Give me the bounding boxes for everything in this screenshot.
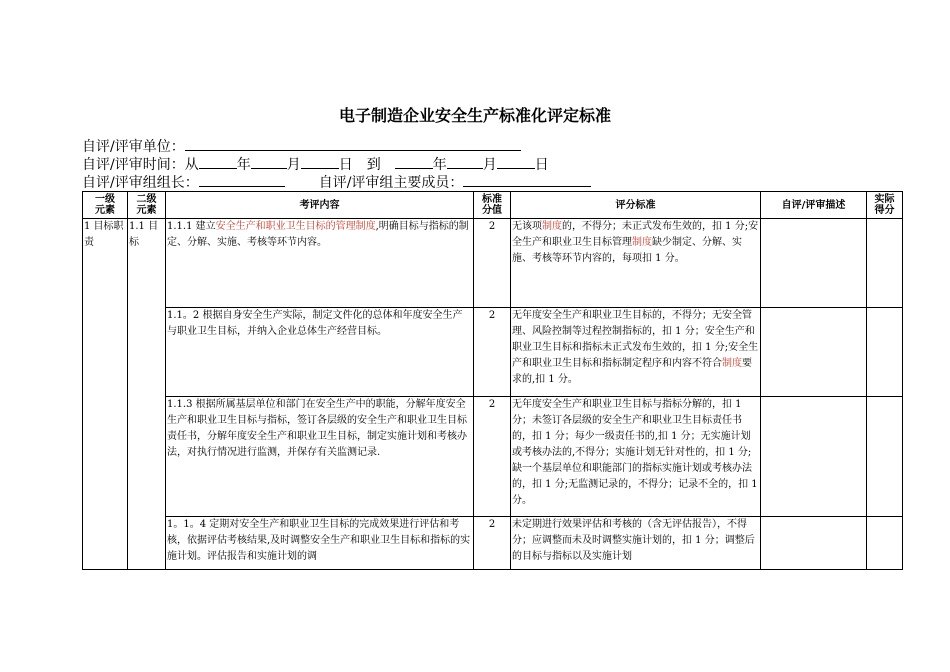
form-team-line [82,173,591,191]
standards-table [82,191,903,570]
header-actual: 实际 得分 [867,192,903,219]
header-criteria: 评分标准 [511,192,761,219]
year-label-2: 年 [432,157,447,173]
content-cell: 1.1.1 建立安全生产和职业卫生目标的管理制度,明确目标与指标的制定、分解、实施、考核等环节内容。 [166,219,474,308]
score-cell: 2 [474,517,511,570]
table-row [83,219,903,308]
level1-cell: 1 目标职责 [83,219,128,570]
header-score: 标准 分值 [474,192,511,219]
actual-score-cell[interactable] [867,308,903,397]
members-blank[interactable] [463,173,591,187]
criteria-cell: 未定期进行效果评估和考核的（含无评估报告），不得分；应调整而未及时调整实施计划的，扣 1 分；调整后的目标与指标以及实施计划 [511,517,761,570]
desc-cell[interactable] [761,219,867,308]
criteria-cell: 无年度安全生产和职业卫生目标的，不得分；无安全管理、风险控制等过程控制指标的，扣 1 分；安全生产和职业卫生目标和指标未正式发布生效的，扣 1 分;安全生产和职业卫生目标和指标制定程序和内容不符合制度要求的,扣 1 分。 [511,308,761,397]
year-label: 年 [236,157,251,173]
content-cell: 1。1。4 定期对安全生产和职业卫生目标的完成效果进行评估和考核，依据评估考核结果,及时调整安全生产和职业卫生目标和指标的实施计划。评估报告和实施计划的调 [166,517,474,570]
header-desc: 自评/评审描述 [761,192,867,219]
header-content: 考评内容 [166,192,474,219]
content-cell: 1.1。2 根据自身安全生产实际，制定文件化的总体和年度安全生产与职业卫生目标，并纳入企业总体生产经营目标。 [166,308,474,397]
unit-label: 自评/评审单位： [82,139,185,155]
time-label: 自评/评审时间：从 [82,157,199,173]
actual-score-cell[interactable] [867,219,903,308]
start-day-blank[interactable] [301,155,339,169]
day-label: 日 [338,157,353,173]
actual-score-cell[interactable] [867,517,903,570]
end-day-blank[interactable] [497,155,535,169]
header-level1: 一级 元素 [83,192,128,219]
content-highlight: 安全生产和职业卫生目标的管理制度 [215,221,376,232]
day-label-2: 日 [534,157,549,173]
month-label-2: 月 [482,157,497,173]
end-year-blank[interactable] [395,155,433,169]
start-month-blank[interactable] [251,155,287,169]
table-header-row [83,192,903,219]
content-cell: 1.1.3 根据所属基层单位和部门在安全生产中的职能，分解年度安全生产和职业卫生目标与指标，签订各层级的安全生产和职业卫生目标责任书，分解年度安全生产和职业卫生目标，制定实施计划和考核办法，对执行情况进行监测，并保存有关监测记录. [166,397,474,517]
criteria-cell: 无年度安全生产和职业卫生目标与指标分解的，扣 1 分；未签订各层级的安全生产和职业卫生目标责任书的，扣 1 分；每少一级责任书的,扣 1 分；无实施计划或考核办法的,不得分；实施计划无针对性的，扣 1 分;缺一个基层单位和职能部门的指标实施计划或考核办法的，扣 1 分;无监测记录的，不得分；记录不全的，扣 1 分。 [511,397,761,517]
actual-score-cell[interactable] [867,397,903,517]
end-month-blank[interactable] [447,155,483,169]
page-title: 电子制造企业安全生产标准化评定标准 [338,106,611,125]
desc-cell[interactable] [761,397,867,517]
to-label: 到 [366,157,381,173]
unit-blank[interactable] [185,137,521,151]
leader-label: 自评/评审组组长： [82,175,199,191]
month-label: 月 [286,157,301,173]
leader-blank[interactable] [199,173,285,187]
start-year-blank[interactable] [199,155,237,169]
level2-cell: 1.1 目标 [128,219,166,570]
score-cell: 2 [474,308,511,397]
form-time-line [82,155,549,173]
table-row [83,308,903,397]
table-row [83,517,903,570]
header-level2: 二级 元素 [128,192,166,219]
members-label: 自评/评审组主要成员： [318,175,464,191]
table-row [83,397,903,517]
form-unit-line [82,137,521,155]
score-cell: 2 [474,219,511,308]
desc-cell[interactable] [761,308,867,397]
criteria-cell: 无该项制度的，不得分；未正式发布生效的，扣 1 分;安全生产和职业卫生目标管理制度缺少制定、分解、实施、考核等环节内容的，每项扣 1 分。 [511,219,761,308]
score-cell: 2 [474,397,511,517]
desc-cell[interactable] [761,517,867,570]
